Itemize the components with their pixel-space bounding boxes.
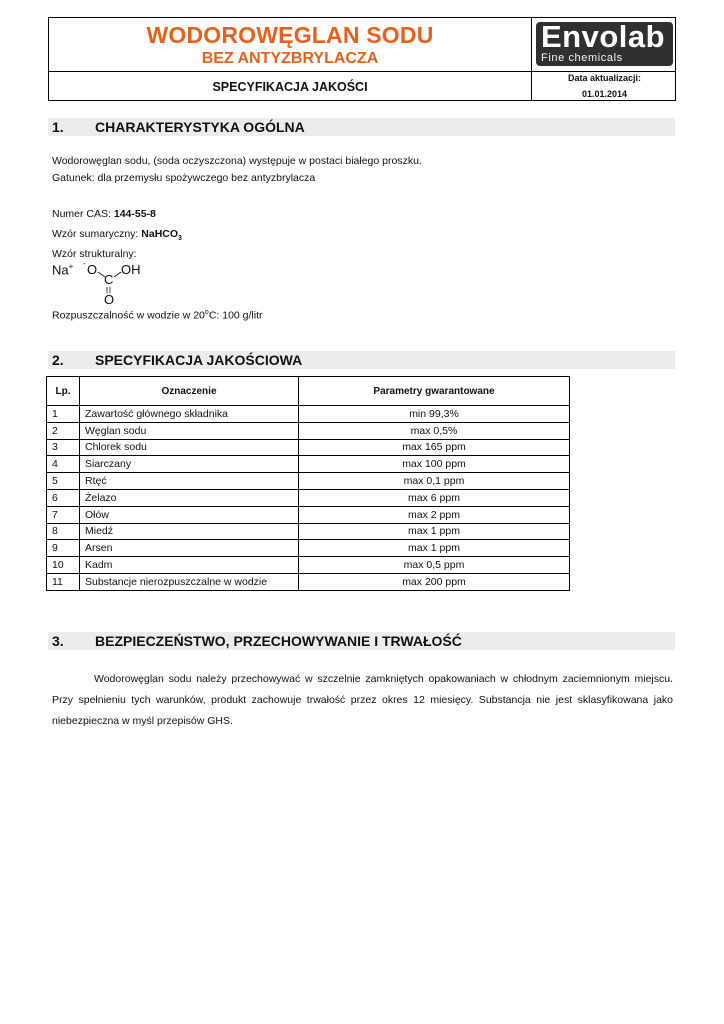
- table-row: [47, 523, 570, 540]
- table-row: [47, 489, 570, 506]
- document-header: [48, 17, 676, 101]
- table-row: [47, 473, 570, 490]
- spec-title: SPECYFIKACJA JAKOŚCI: [212, 80, 368, 94]
- section-title: BEZPIECZEŃSTWO, PRZECHOWYWANIE I TRWAŁOŚĆ: [95, 633, 462, 649]
- solubility: [52, 309, 263, 322]
- formula-subscript: 3: [178, 235, 182, 243]
- struct-sodium: Na+: [52, 262, 74, 278]
- row-parameter: max 100 ppm: [299, 456, 570, 473]
- table-header-row: [47, 377, 570, 406]
- cas-number: [52, 208, 156, 220]
- row-number: 4: [47, 456, 80, 473]
- table-row: [47, 406, 570, 423]
- column-header-lp: Lp.: [47, 377, 80, 406]
- row-parameter: max 1 ppm: [299, 540, 570, 557]
- header-divider-horizontal: [49, 71, 675, 72]
- column-header-parametry: Parametry gwarantowane: [299, 377, 570, 406]
- row-number: 1: [47, 406, 80, 423]
- cas-label: Numer CAS:: [52, 208, 114, 220]
- row-number: 2: [47, 422, 80, 439]
- row-designation: Kadm: [80, 557, 299, 574]
- row-number: 7: [47, 506, 80, 523]
- logo-tagline: Fine chemicals: [541, 52, 623, 64]
- row-number: 9: [47, 540, 80, 557]
- company-logo: [536, 22, 673, 66]
- solubility-post: C: 100 g/litr: [208, 309, 263, 322]
- row-designation: Chlorek sodu: [80, 439, 299, 456]
- formula-value: NaHCO: [141, 228, 179, 240]
- solubility-degree: o: [204, 309, 209, 316]
- struct-hydroxyl: OH: [121, 262, 141, 277]
- struct-oxygen-2: O: [104, 292, 115, 307]
- row-designation: Żelazo: [80, 489, 299, 506]
- row-designation: Siarczany: [80, 456, 299, 473]
- section-number: 3.: [52, 633, 64, 649]
- section-3-header: [48, 632, 675, 650]
- header-divider-vertical: [531, 18, 532, 100]
- row-parameter: max 200 ppm: [299, 573, 570, 590]
- row-number: 5: [47, 473, 80, 490]
- structural-formula-drawing: [52, 259, 162, 308]
- structural-formula-label: Wzór strukturalny:: [52, 248, 137, 260]
- product-title: WODOROWĘGLAN SODU: [146, 22, 434, 48]
- struct-bonds: [52, 262, 162, 308]
- row-parameter: min 99,3%: [299, 406, 570, 423]
- row-parameter: max 6 ppm: [299, 489, 570, 506]
- row-designation: Rtęć: [80, 473, 299, 490]
- row-parameter: max 0,5%: [299, 422, 570, 439]
- update-date-label: Data aktualizacji:: [567, 73, 642, 83]
- table-row: [47, 573, 570, 590]
- row-parameter: max 1 ppm: [299, 523, 570, 540]
- row-designation: Zawartość głównego składnika: [80, 406, 299, 423]
- row-number: 6: [47, 489, 80, 506]
- row-number: 3: [47, 439, 80, 456]
- section-2-header: [48, 351, 675, 369]
- row-number: 10: [47, 557, 80, 574]
- column-header-oznaczenie: Oznaczenie: [80, 377, 299, 406]
- row-designation: Miedź: [80, 523, 299, 540]
- update-date-value: 01.01.2014: [581, 89, 628, 99]
- table-row: [47, 439, 570, 456]
- row-number: 11: [47, 573, 80, 590]
- logo-name: Envolab: [541, 22, 666, 54]
- summary-formula: [52, 228, 182, 242]
- section-1-header: [48, 118, 675, 136]
- row-parameter: max 2 ppm: [299, 506, 570, 523]
- storage-paragraph: [52, 669, 673, 732]
- row-designation: Arsen: [80, 540, 299, 557]
- struct-carbon: C: [104, 272, 114, 287]
- row-number: 8: [47, 523, 80, 540]
- row-parameter: max 0,1 ppm: [299, 473, 570, 490]
- row-designation: Substancje nierozpuszczalne w wodzie: [80, 573, 299, 590]
- struct-minus: -: [83, 259, 86, 268]
- section-title: CHARAKTERYSTYKA OGÓLNA: [95, 119, 305, 135]
- formula-label: Wzór sumaryczny:: [52, 228, 142, 240]
- struct-oxygen-1: O: [87, 262, 98, 277]
- specification-table: [46, 376, 570, 591]
- description-line-2: Gatunek: dla przemysłu spożywczego bez antyzbrylacza: [52, 172, 316, 184]
- section-number: 2.: [52, 352, 64, 368]
- table-row: [47, 540, 570, 557]
- description-line-1: Wodorowęglan sodu, (soda oczyszczona) występuje w postaci białego proszku.: [52, 155, 422, 167]
- row-parameter: max 165 ppm: [299, 439, 570, 456]
- product-subtitle: BEZ ANTYZBRYLACZA: [201, 50, 379, 67]
- table-row: [47, 557, 570, 574]
- section-number: 1.: [52, 119, 64, 135]
- solubility-pre: Rozpuszczalność w wodzie w 20: [52, 309, 205, 322]
- storage-text: Wodorowęglan sodu należy przechowywać w szczelnie zamkniętych opakowaniach w chłodnym zaciemnionym miejscu. Przy spełnieniu tych warunków, produkt zachowuje trwałość przez okres 12 miesięcy. Substancja nie jest sklasyfikowana jako niebezpieczna w myśl przepisów GHS.: [52, 673, 673, 727]
- cas-value: 144-55-8: [113, 208, 156, 220]
- section-title: SPECYFIKACJA JAKOŚCIOWA: [95, 352, 303, 368]
- row-designation: Węglan sodu: [80, 422, 299, 439]
- table-row: [47, 422, 570, 439]
- row-designation: Ołów: [80, 506, 299, 523]
- row-parameter: max 0,5 ppm: [299, 557, 570, 574]
- table-row: [47, 506, 570, 523]
- table-row: [47, 456, 570, 473]
